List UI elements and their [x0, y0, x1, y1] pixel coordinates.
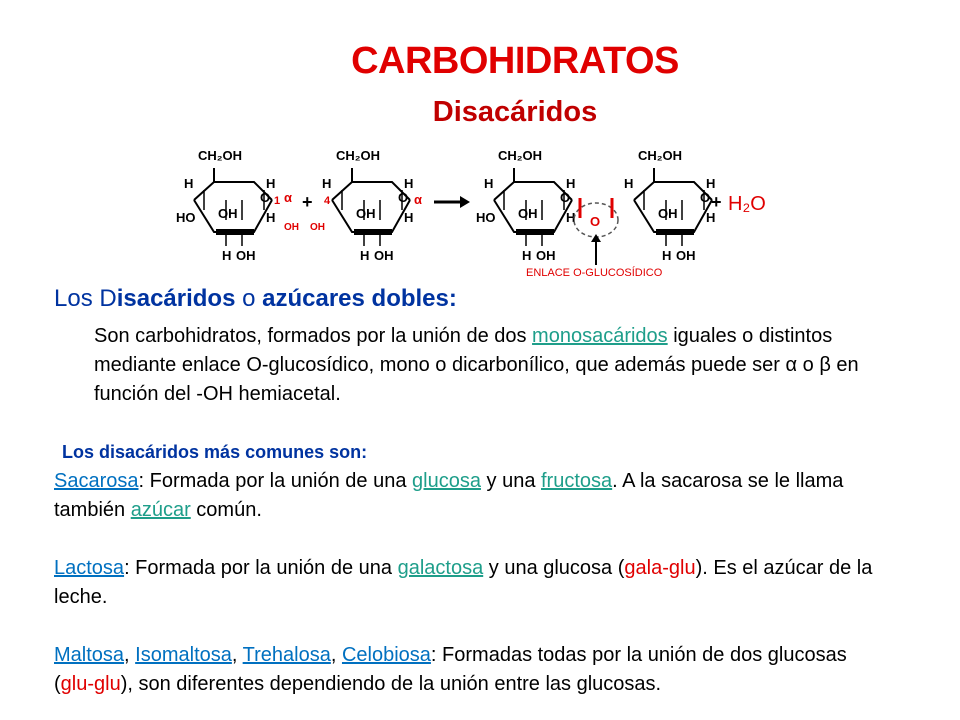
svg-text:+: +: [711, 192, 722, 212]
page-subtitle: Disacáridos: [432, 96, 598, 128]
svg-text:O: O: [260, 190, 271, 205]
svg-text:CH₂OH: CH₂OH: [638, 148, 683, 163]
svg-text:H: H: [322, 176, 332, 191]
glucose-ring-1: [176, 148, 299, 263]
svg-text:CH₂OH: CH₂OH: [336, 148, 381, 163]
link-trehalosa[interactable]: Trehalosa: [242, 644, 331, 666]
svg-text:O: O: [560, 190, 571, 205]
link-celobiosa[interactable]: Celobiosa: [341, 644, 431, 666]
svg-text:HO: HO: [176, 210, 196, 225]
svg-text:OH: OH: [236, 248, 256, 263]
svg-text:H: H: [184, 176, 194, 191]
link-lactosa[interactable]: Lactosa: [54, 557, 125, 579]
link-sacarosa[interactable]: Sacarosa: [54, 470, 139, 492]
svg-text:OH: OH: [218, 206, 238, 221]
svg-text:OH: OH: [536, 248, 556, 263]
svg-text:α: α: [284, 190, 292, 205]
svg-text:H: H: [484, 176, 494, 191]
svg-text:OH: OH: [374, 248, 394, 263]
sacarosa-paragraph: Sacarosa: Formada por la unión de una glucosa y una fructosa. A la sacarosa se le llama también azúcar común.: [54, 470, 844, 521]
glucose-ring-2: [310, 148, 422, 263]
svg-text:OH: OH: [676, 248, 696, 263]
glucose-ring-4: [624, 148, 715, 263]
svg-text:O: O: [398, 190, 409, 205]
section-heading: Los Disacáridos o azúcares dobles:: [54, 285, 457, 312]
svg-text:1: 1: [274, 195, 281, 207]
svg-text:H: H: [566, 176, 576, 191]
svg-text:H: H: [404, 210, 414, 225]
svg-text:H: H: [522, 248, 532, 263]
body-text: [54, 322, 874, 699]
svg-text:OH: OH: [284, 222, 299, 233]
maltosa-paragraph: Maltosa, Isomaltosa, Trehalosa, Celobiosa: Formadas todas por la unión de dos glucosas (glu-glu), son diferentes dependiendo de la unión entre las glucosas.: [54, 644, 847, 695]
svg-text:α: α: [414, 192, 422, 207]
disaccharide-formation-diagram: [176, 140, 786, 280]
svg-text:H: H: [360, 248, 370, 263]
svg-text:H: H: [706, 210, 716, 225]
link-fructosa[interactable]: fructosa: [541, 470, 613, 492]
common-heading: Los disacáridos más comunes son:: [62, 442, 368, 462]
svg-text:H: H: [266, 210, 276, 225]
link-isomaltosa[interactable]: Isomaltosa: [135, 644, 232, 666]
page-title: CARBOHIDRATOS: [351, 40, 679, 82]
link-monosacaridos[interactable]: monosacáridos: [532, 325, 668, 347]
ring-label: CH₂OH: [198, 148, 243, 163]
svg-text:H: H: [624, 176, 634, 191]
water-label: H₂O: [728, 193, 766, 215]
svg-text:H: H: [222, 248, 232, 263]
svg-text:O: O: [700, 190, 711, 205]
svg-text:H: H: [706, 176, 716, 191]
svg-text:OH: OH: [356, 206, 376, 221]
svg-text:CH₂OH: CH₂OH: [498, 148, 543, 163]
glucose-ring-3: [476, 148, 575, 263]
glycosidic-bond: [526, 198, 663, 279]
svg-text:OH: OH: [310, 222, 325, 233]
svg-text:+: +: [302, 192, 313, 212]
svg-text:O: O: [590, 214, 601, 229]
svg-text:HO: HO: [476, 210, 496, 225]
link-galactosa[interactable]: galactosa: [397, 557, 484, 579]
svg-text:H: H: [404, 176, 414, 191]
svg-text:OH: OH: [518, 206, 538, 221]
svg-text:4: 4: [324, 195, 331, 207]
svg-text:H: H: [662, 248, 672, 263]
link-glucosa[interactable]: glucosa: [412, 470, 481, 492]
link-azucar[interactable]: azúcar: [130, 499, 191, 521]
svg-text:OH: OH: [658, 206, 678, 221]
bond-label: ENLACE O-GLUCOSÍDICO: [526, 267, 663, 279]
svg-text:H: H: [566, 210, 576, 225]
link-maltosa[interactable]: Maltosa: [54, 644, 125, 666]
lactosa-paragraph: Lactosa: Formada por la unión de una galactosa y una glucosa (gala-glu). Es el azúcar de la leche.: [54, 557, 873, 608]
intro-paragraph: Son carbohidratos, formados por la unión de dos monosacáridos iguales o distintos mediante enlace O-glucosídico, mono o dicarbonílico, que además puede ser α o β en función del -OH hemiacetal.: [94, 325, 859, 405]
svg-text:H: H: [266, 176, 276, 191]
